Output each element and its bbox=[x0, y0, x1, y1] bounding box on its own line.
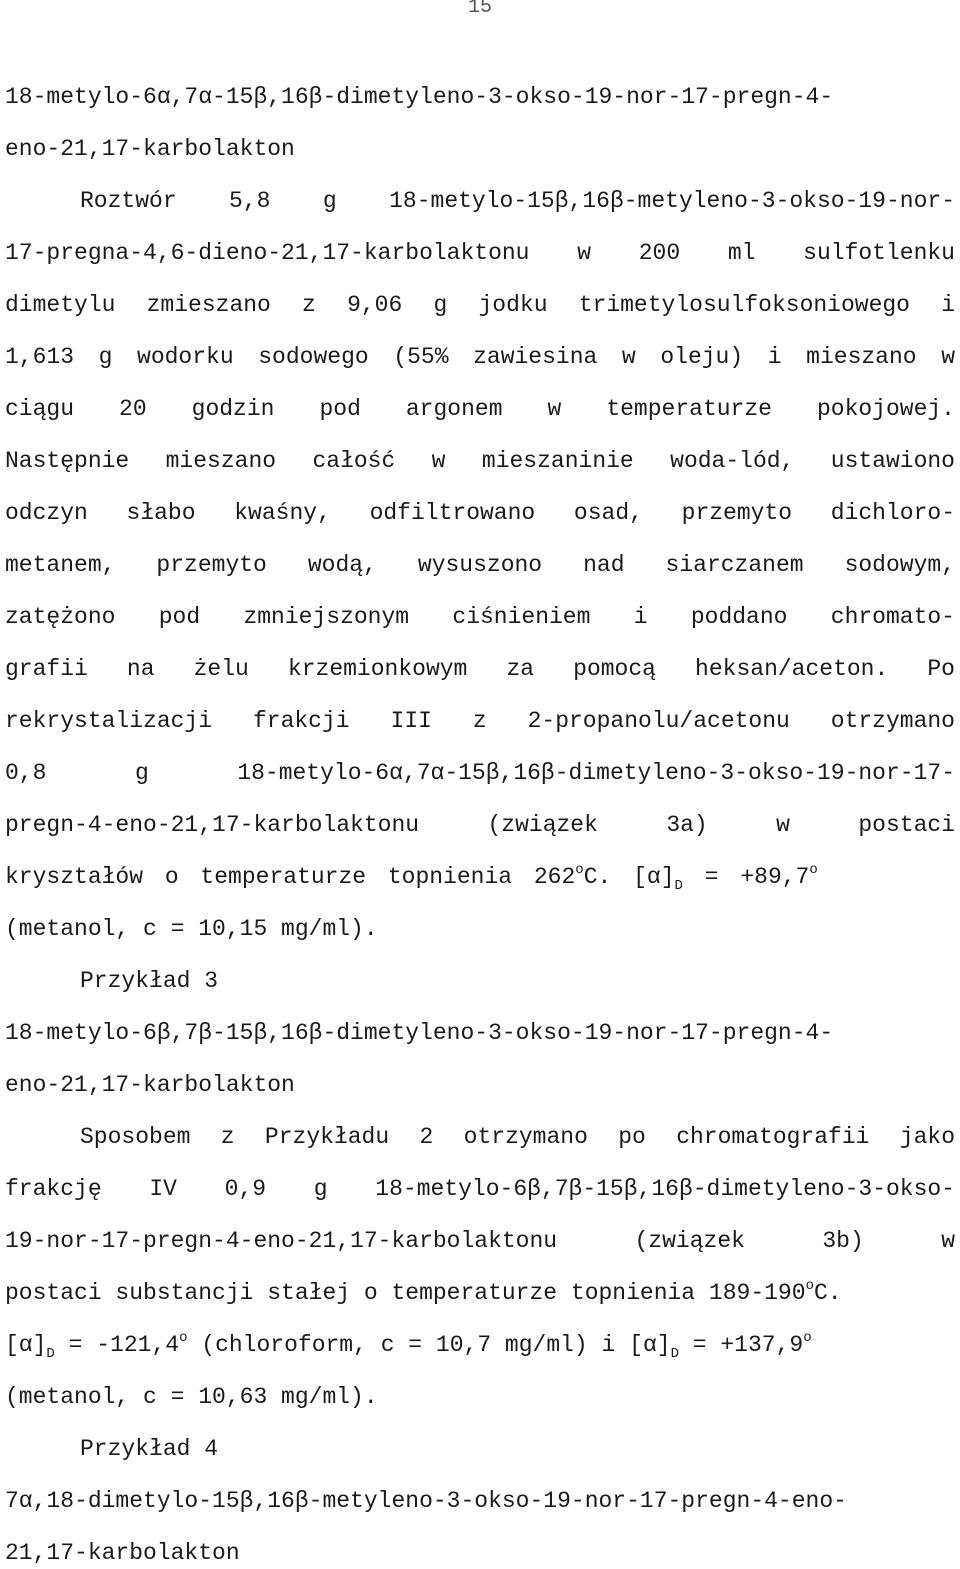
text-segment: C. bbox=[813, 1280, 842, 1306]
paragraph-line: 19-nor-17-pregn-4-eno-21,17-karbolaktonu (związek 3b) w bbox=[5, 1228, 955, 1254]
compound-title-line: 18-metylo-6β,7β-15β,16β-dimetyleno-3-okso-19-nor-17-pregn-4- bbox=[5, 1020, 834, 1046]
text-segment: = -121,4 bbox=[54, 1332, 180, 1358]
example-heading: Przykład 4 bbox=[80, 1436, 219, 1462]
subscript-d: D bbox=[46, 1346, 55, 1362]
paragraph-line: pregn-4-eno-21,17-karbolaktonu (związek 3a) w postaci bbox=[5, 812, 955, 838]
paragraph-line: (metanol, c = 10,63 mg/ml). bbox=[5, 1384, 378, 1410]
text-segment: (chloroform, c = 10,7 mg/ml) i [α] bbox=[187, 1332, 671, 1358]
compound-title-line: 21,17-karbolakton bbox=[5, 1540, 240, 1566]
degree-mark: o bbox=[575, 862, 584, 878]
paragraph-line: 0,8 g 18-metylo-6α,7α-15β,16β-dimetyleno-3-okso-19-nor-17- bbox=[5, 760, 955, 786]
paragraph-line: grafii na żelu krzemionkowym za pomocą heksan/aceton. Po bbox=[5, 656, 955, 682]
text-segment: = +89,7 bbox=[682, 864, 810, 890]
text-segment: postaci substancji stałej o temperaturze topnienia 189-190 bbox=[5, 1280, 806, 1306]
paragraph-line: ciągu 20 godzin pod argonem w temperaturze pokojowej. bbox=[5, 396, 955, 422]
paragraph-line-melting-point bbox=[5, 862, 955, 895]
paragraph-line: Sposobem z Przykładu 2 otrzymano po chromatografii jako bbox=[80, 1124, 955, 1150]
example-heading: Przykład 3 bbox=[80, 968, 219, 994]
degree-mark: o bbox=[809, 862, 818, 878]
paragraph-line: Następnie mieszano całość w mieszaninie woda-lód, ustawiono bbox=[5, 448, 955, 474]
paragraph-line: (metanol, c = 10,15 mg/ml). bbox=[5, 916, 378, 942]
text-segment: = +137,9 bbox=[678, 1332, 804, 1358]
subscript-d: D bbox=[670, 1346, 679, 1362]
paragraph-line: rekrystalizacji frakcji III z 2-propanolu/acetonu otrzymano bbox=[5, 708, 955, 734]
text-segment: [α] bbox=[5, 1332, 47, 1358]
paragraph-line: zatężono pod zmniejszonym ciśnieniem i poddano chromato- bbox=[5, 604, 955, 630]
compound-title-line: 7α,18-dimetylo-15β,16β-metyleno-3-okso-19-nor-17-pregn-4-eno- bbox=[5, 1488, 847, 1514]
paragraph-line-rotation bbox=[5, 1330, 955, 1363]
degree-mark: o bbox=[803, 1330, 812, 1346]
degree-mark: o bbox=[805, 1278, 814, 1294]
compound-title-line: eno-21,17-karbolakton bbox=[5, 1072, 295, 1098]
paragraph-line: 1,613 g wodorku sodowego (55% zawiesina w oleju) i mieszano w bbox=[5, 344, 955, 370]
page-number: 15 bbox=[467, 0, 492, 19]
paragraph-line: frakcję IV 0,9 g 18-metylo-6β,7β-15β,16β-dimetyleno-3-okso- bbox=[5, 1176, 955, 1202]
subscript-d: D bbox=[674, 878, 683, 894]
paragraph-line-melting-point bbox=[5, 1278, 955, 1311]
text-segment: C. [α] bbox=[583, 864, 675, 890]
paragraph-line: dimetylu zmieszano z 9,06 g jodku trimetylosulfoksoniowego i bbox=[5, 292, 955, 318]
compound-title-line: 18-metylo-6α,7α-15β,16β-dimetyleno-3-okso-19-nor-17-pregn-4- bbox=[5, 84, 834, 110]
paragraph-line: 17-pregna-4,6-dieno-21,17-karbolaktonu w 200 ml sulfotlenku bbox=[5, 240, 955, 266]
compound-title-line: eno-21,17-karbolakton bbox=[5, 136, 295, 162]
paragraph-line: metanem, przemyto wodą, wysuszono nad siarczanem sodowym, bbox=[5, 552, 955, 578]
degree-mark: o bbox=[179, 1330, 188, 1346]
paragraph-line: odczyn słabo kwaśny, odfiltrowano osad, przemyto dichloro- bbox=[5, 500, 955, 526]
text-segment: kryształów o temperaturze topnienia 262 bbox=[5, 864, 576, 890]
paragraph-line: Roztwór 5,8 g 18-metylo-15β,16β-metyleno-3-okso-19-nor- bbox=[80, 188, 955, 214]
